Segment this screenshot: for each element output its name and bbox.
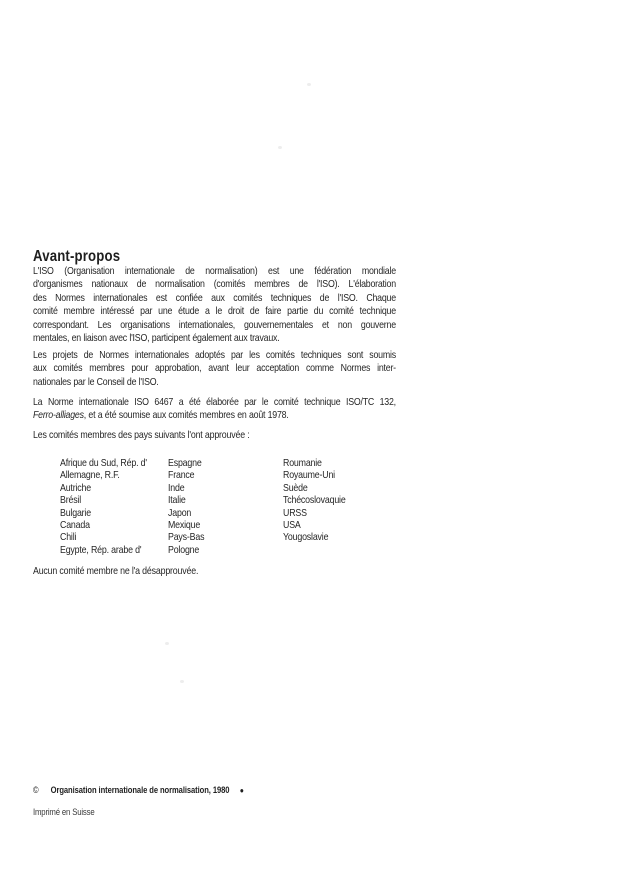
- member-item: Chili: [60, 532, 77, 544]
- member-item: Bulgarie: [60, 507, 91, 519]
- member-item: Pays-Bas: [168, 532, 205, 544]
- scan-speck: [165, 642, 169, 645]
- member-item: France: [168, 470, 195, 482]
- paragraph-line-rest: , et a été soumise aux comités membres en août 1978.: [83, 410, 289, 422]
- member-item: Roumanie: [283, 458, 322, 469]
- copyright-symbol: ©: [33, 785, 39, 795]
- member-item: Tchécoslovaquie: [283, 495, 346, 507]
- member-item: Allemagne, R.F.: [60, 470, 120, 482]
- paragraph-line: des Normes internationales est confiée aux comités techniques de l'ISO. Chaque: [33, 292, 396, 304]
- member-item: Brésil: [60, 495, 82, 507]
- no-disapproval-note: [33, 566, 224, 577]
- member-column-3: [283, 458, 355, 545]
- member-item: USA: [283, 520, 301, 532]
- member-item: Royaume-Uni: [283, 470, 335, 482]
- ferro-alliages-italic: Ferro-alliages: [33, 410, 84, 422]
- paragraph-line: d'organismes nationaux de normalisation (comités membres de l'ISO). L'élaboration: [33, 279, 396, 291]
- end-bullet-icon: ●: [239, 786, 244, 795]
- member-item: Suède: [283, 482, 308, 494]
- member-item: Mexique: [168, 520, 201, 532]
- member-item: Japon: [168, 507, 192, 519]
- no-disapproval-text: Aucun comité membre ne l'a désapprouvée.: [33, 566, 199, 577]
- paragraph-line: mentales, en liaison avec l'ISO, participent également aux travaux.: [33, 333, 280, 345]
- copyright-line: [33, 785, 277, 795]
- member-item: Canada: [60, 520, 90, 532]
- scan-speck: [180, 680, 184, 683]
- member-item: Afrique du Sud, Rép. d': [60, 458, 147, 469]
- member-item: Espagne: [168, 458, 202, 469]
- member-item: Autriche: [60, 482, 91, 494]
- scan-speck: [307, 83, 311, 86]
- scan-speck: [278, 146, 282, 149]
- paragraph-line: Les projets de Normes internationales adoptés par les comités techniques sont soumis: [33, 350, 396, 361]
- page-title: [33, 248, 136, 266]
- copyright-text: Organisation internationale de normalisation, 1980: [50, 785, 230, 795]
- member-item: Pologne: [168, 544, 200, 556]
- printed-in-note: [33, 807, 104, 817]
- printed-in-text: Imprimé en Suisse: [33, 807, 95, 817]
- paragraph-line: La Norme internationale ISO 6467 a été élaborée par le comité technique ISO/TC 132,: [33, 397, 396, 408]
- paragraph-line: correspondant. Les organisations internationales, gouvernementales et non gouverne: [33, 319, 396, 331]
- page-title-text: Avant-propos: [33, 248, 121, 266]
- member-column-1: [60, 458, 160, 557]
- member-item: Yougoslavie: [283, 532, 329, 544]
- paragraph-line: [33, 409, 396, 422]
- member-item: Italie: [168, 495, 186, 507]
- paragraph-line: aux comités membres pour approbation, avant leur acceptation comme Normes inter-: [33, 363, 396, 375]
- member-item: URSS: [283, 507, 307, 519]
- member-item: Egypte, Rép. arabe d': [60, 544, 142, 556]
- intro-paragraph: [33, 265, 396, 345]
- paragraph-line: comité membre intéressé par une étude a le droit de faire partie du comité technique: [33, 306, 396, 318]
- member-column-2: [168, 458, 210, 557]
- paragraph-line: nationales par le Conseil de l'ISO.: [33, 376, 159, 388]
- member-item: Inde: [168, 482, 185, 494]
- standard-paragraph: [33, 396, 396, 423]
- approval-intro: [33, 430, 283, 441]
- drafts-paragraph: [33, 349, 396, 389]
- paragraph-line: L'ISO (Organisation internationale de normalisation) est une fédération mondiale: [33, 266, 396, 277]
- approval-intro-text: Les comités membres des pays suivants l'ont approuvée :: [33, 430, 250, 441]
